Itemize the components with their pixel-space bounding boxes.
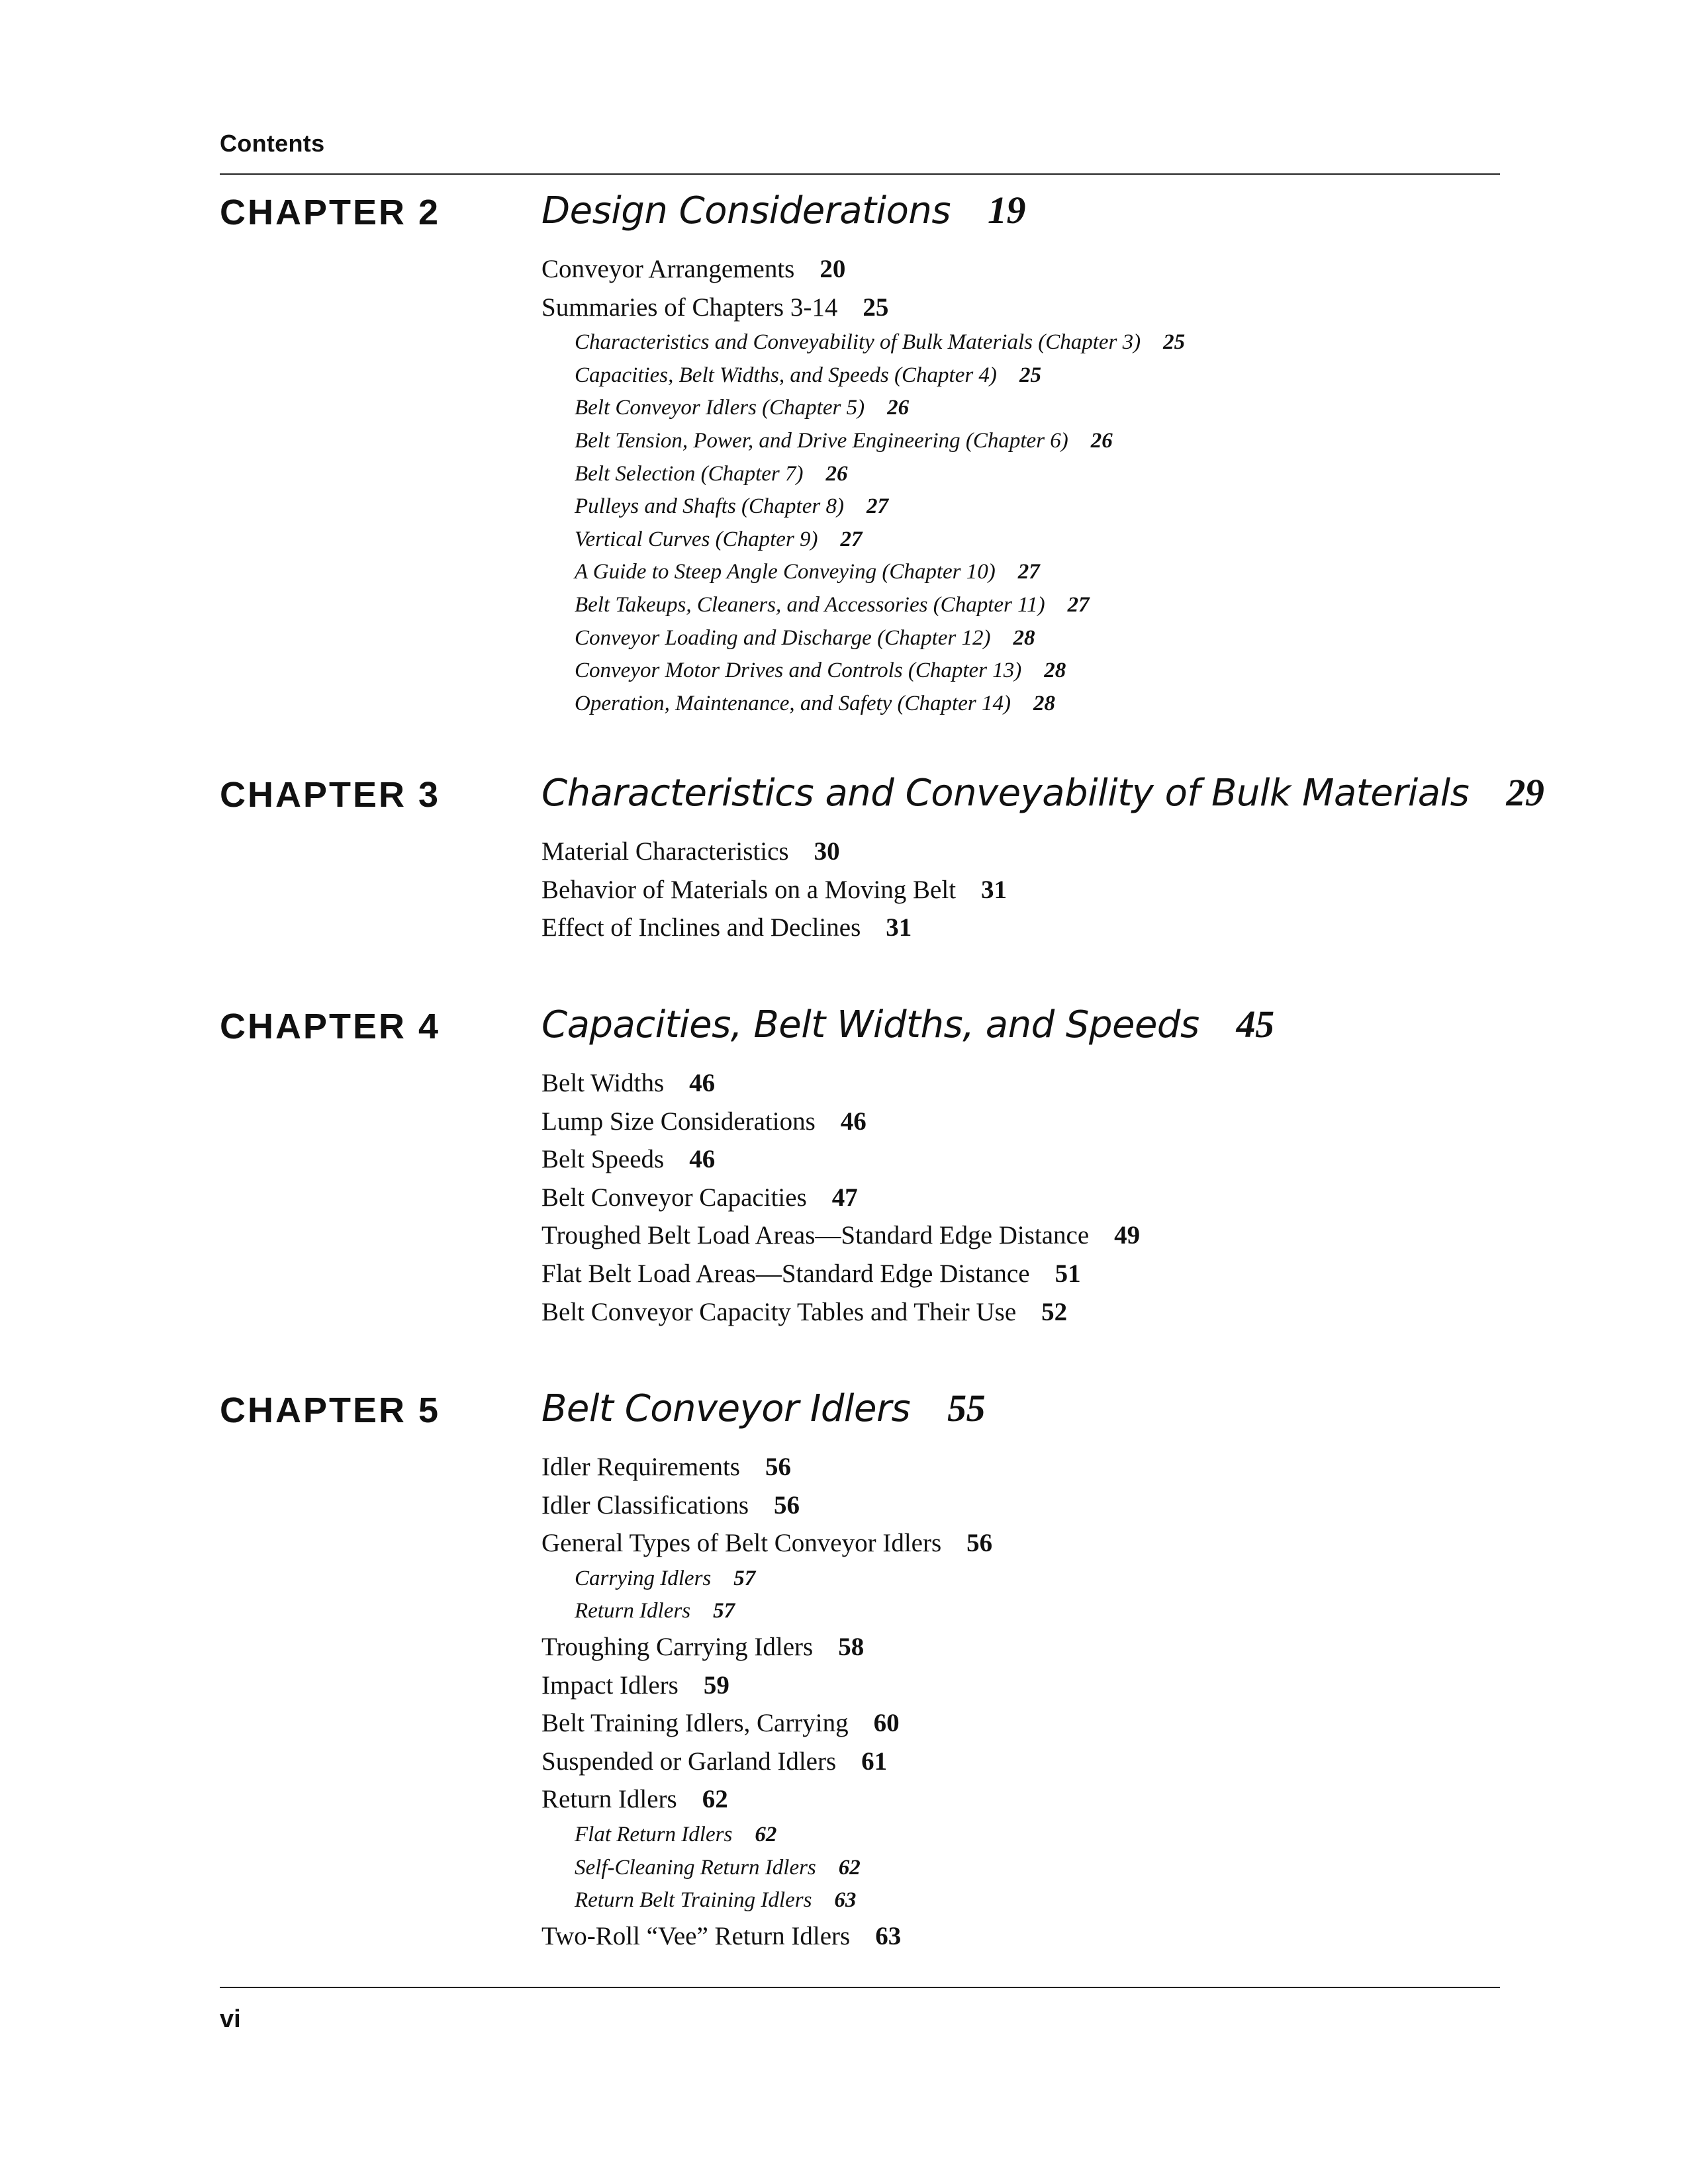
toc-entry[interactable] (541, 833, 1495, 871)
header-rule (220, 173, 1500, 175)
toc-subentry[interactable] (541, 490, 1495, 523)
entry-page-number: 56 (966, 1529, 993, 1558)
entry-title: General Types of Belt Conveyor Idlers (541, 1529, 942, 1558)
chapter-entries (541, 1064, 1495, 1331)
entry-title: Idler Classifications (541, 1490, 749, 1520)
entry-page-number: 27 (1067, 592, 1090, 617)
entry-page-number: 52 (1041, 1297, 1068, 1326)
chapter-title-text: Belt Conveyor Idlers (541, 1387, 911, 1430)
toc-subentry[interactable] (541, 1595, 1495, 1628)
entry-title: Flat Return Idlers (575, 1822, 733, 1846)
chapter-title-text: Characteristics and Conveyability of Bulk Materials (541, 772, 1470, 815)
entry-title: Troughed Belt Load Areas—Standard Edge Distance (541, 1221, 1090, 1250)
entry-page-number: 25 (1163, 330, 1186, 355)
entry-page-number: 56 (774, 1490, 800, 1520)
toc-entry[interactable] (541, 1448, 1495, 1486)
toc-entry[interactable] (541, 1293, 1495, 1332)
entry-title: Belt Selection (Chapter 7) (575, 461, 804, 486)
entry-page-number: 31 (981, 875, 1008, 904)
entry-title: Belt Conveyor Idlers (Chapter 5) (575, 396, 865, 420)
chapter-title[interactable] (541, 1002, 1274, 1046)
toc-entry[interactable] (541, 1064, 1495, 1103)
entry-title: Suspended or Garland Idlers (541, 1747, 837, 1776)
toc-subentry[interactable] (541, 523, 1495, 557)
entry-page-number: 63 (875, 1921, 902, 1950)
footer-rule (220, 1987, 1500, 1988)
toc-entry[interactable] (541, 1628, 1495, 1666)
entry-title: Lump Size Considerations (541, 1107, 816, 1136)
entry-page-number: 49 (1114, 1221, 1141, 1250)
entry-title: A Guide to Steep Angle Conveying (Chapter 10) (575, 560, 996, 584)
entry-page-number: 46 (689, 1145, 716, 1174)
entry-page-number: 62 (702, 1785, 728, 1814)
toc-entry[interactable] (541, 1103, 1495, 1141)
entry-page-number: 58 (838, 1632, 865, 1661)
toc-subentry[interactable] (541, 1563, 1495, 1596)
entry-page-number: 30 (814, 837, 840, 866)
entry-title: Impact Idlers (541, 1670, 679, 1700)
toc-subentry[interactable] (541, 458, 1495, 491)
entry-page-number: 59 (703, 1670, 729, 1700)
entry-page-number: 51 (1055, 1259, 1081, 1288)
entry-page-number: 26 (887, 396, 910, 420)
chapter-label: CHAPTER 5 (220, 1390, 441, 1430)
chapter-page-number: 29 (1506, 771, 1544, 814)
toc-subentry[interactable] (541, 1852, 1495, 1885)
entry-title: Flat Belt Load Areas—Standard Edge Distance (541, 1259, 1030, 1288)
toc-subentry[interactable] (541, 655, 1495, 688)
running-head: Contents (220, 130, 325, 157)
chapter-label: CHAPTER 3 (220, 775, 441, 815)
entry-page-number: 46 (689, 1069, 716, 1097)
entry-page-number: 27 (840, 527, 863, 551)
chapter-title[interactable] (541, 770, 1544, 815)
entry-page-number: 61 (861, 1747, 888, 1776)
toc-entry[interactable] (541, 1704, 1495, 1743)
entry-title: Conveyor Arrangements (541, 255, 795, 283)
toc-entry[interactable] (541, 1917, 1495, 1956)
entry-title: Belt Training Idlers, Carrying (541, 1709, 849, 1738)
entry-page-number: 63 (834, 1888, 857, 1913)
entry-title: Conveyor Loading and Discharge (Chapter 12) (575, 625, 991, 650)
toc-subentry[interactable] (541, 359, 1495, 392)
toc-subentry[interactable] (541, 688, 1495, 721)
toc-entry[interactable] (541, 909, 1495, 947)
entry-title: Pulleys and Shafts (Chapter 8) (575, 494, 844, 519)
entry-title: Belt Widths (541, 1069, 665, 1097)
entry-title: Return Belt Training Idlers (575, 1888, 812, 1913)
entry-title: Two-Roll “Vee” Return Idlers (541, 1921, 851, 1950)
chapter-label: CHAPTER 4 (220, 1007, 441, 1046)
entry-title: Belt Speeds (541, 1145, 665, 1174)
entry-title: Belt Takeups, Cleaners, and Accessories (Chapter 11) (575, 592, 1045, 617)
toc-subentry[interactable] (541, 392, 1495, 425)
entry-title: Self-Cleaning Return Idlers (575, 1855, 816, 1880)
entry-title: Carrying Idlers (575, 1566, 712, 1590)
entry-title: Conveyor Motor Drives and Controls (Chapter 13) (575, 659, 1022, 683)
toc-entry[interactable] (541, 1743, 1495, 1781)
entry-page-number: 26 (825, 461, 848, 486)
toc-entry[interactable] (541, 289, 1495, 327)
entry-title: Return Idlers (575, 1599, 691, 1623)
toc-subentry[interactable] (541, 1884, 1495, 1917)
entry-page-number: 60 (873, 1709, 900, 1738)
toc-subentry[interactable] (541, 425, 1495, 458)
entry-title: Behavior of Materials on a Moving Belt (541, 875, 957, 904)
chapter-title-text: Capacities, Belt Widths, and Speeds (541, 1003, 1199, 1046)
toc-entry[interactable] (541, 871, 1495, 909)
page-folio: vi (220, 2005, 241, 2033)
toc-entry[interactable] (541, 250, 1495, 289)
entry-page-number: 25 (863, 293, 889, 322)
entry-page-number: 46 (840, 1107, 867, 1136)
toc-entry[interactable] (541, 1179, 1495, 1217)
entry-page-number: 25 (1019, 363, 1041, 387)
entry-page-number: 28 (1044, 659, 1066, 683)
entry-title: Belt Tension, Power, and Drive Engineering (Chapter 6) (575, 428, 1068, 453)
entry-page-number: 26 (1090, 428, 1113, 453)
toc-subentry[interactable] (541, 622, 1495, 655)
entry-title: Material Characteristics (541, 837, 789, 866)
chapter-entries (541, 1448, 1495, 1955)
entry-title: Vertical Curves (Chapter 9) (575, 527, 818, 551)
entry-page-number: 57 (733, 1566, 756, 1590)
chapter-title-text: Design Considerations (541, 189, 951, 232)
entry-title: Idler Requirements (541, 1453, 740, 1481)
entry-page-number: 28 (1013, 625, 1035, 650)
entry-page-number: 62 (838, 1855, 861, 1880)
entry-page-number: 47 (831, 1183, 858, 1212)
entry-title: Effect of Inclines and Declines (541, 913, 861, 942)
entry-title: Operation, Maintenance, and Safety (Chapter 14) (575, 691, 1011, 715)
toc-entry[interactable] (541, 1524, 1495, 1563)
chapter-entries (541, 833, 1495, 947)
entry-title: Characteristics and Conveyability of Bulk Materials (Chapter 3) (575, 330, 1141, 355)
entry-page-number: 62 (755, 1822, 777, 1846)
entry-page-number: 56 (765, 1453, 791, 1481)
entry-title: Capacities, Belt Widths, and Speeds (Chapter 4) (575, 363, 997, 387)
entry-page-number: 28 (1033, 691, 1055, 715)
toc-subentry[interactable] (541, 589, 1495, 622)
chapter-page-number: 45 (1236, 1003, 1274, 1046)
entry-page-number: 27 (1017, 560, 1040, 584)
entry-title: Troughing Carrying Idlers (541, 1632, 814, 1661)
chapter-page-number: 19 (988, 189, 1026, 232)
toc-entry[interactable] (541, 1140, 1495, 1179)
toc-subentry[interactable] (541, 556, 1495, 589)
entry-page-number: 27 (866, 494, 888, 519)
toc-entry[interactable] (541, 1666, 1495, 1705)
entry-title: Return Idlers (541, 1785, 677, 1814)
entry-title: Belt Conveyor Capacities (541, 1183, 807, 1212)
chapter-page-number: 55 (947, 1387, 986, 1430)
entry-page-number: 57 (713, 1599, 735, 1623)
entry-title: Summaries of Chapters 3-14 (541, 293, 838, 322)
chapter-label: CHAPTER 2 (220, 193, 441, 232)
toc-entry[interactable] (541, 1486, 1495, 1525)
entry-page-number: 31 (886, 913, 912, 942)
entry-title: Belt Conveyor Capacity Tables and Their Use (541, 1297, 1017, 1326)
toc-subentry[interactable] (541, 326, 1495, 359)
chapter-entries (541, 250, 1495, 720)
chapter-title[interactable] (541, 188, 1025, 232)
chapter-title[interactable] (541, 1386, 985, 1430)
entry-page-number: 20 (820, 255, 846, 283)
toc-entry[interactable] (541, 1255, 1495, 1293)
toc-entry[interactable] (541, 1780, 1495, 1819)
toc-subentry[interactable] (541, 1819, 1495, 1852)
toc-entry[interactable] (541, 1216, 1495, 1255)
